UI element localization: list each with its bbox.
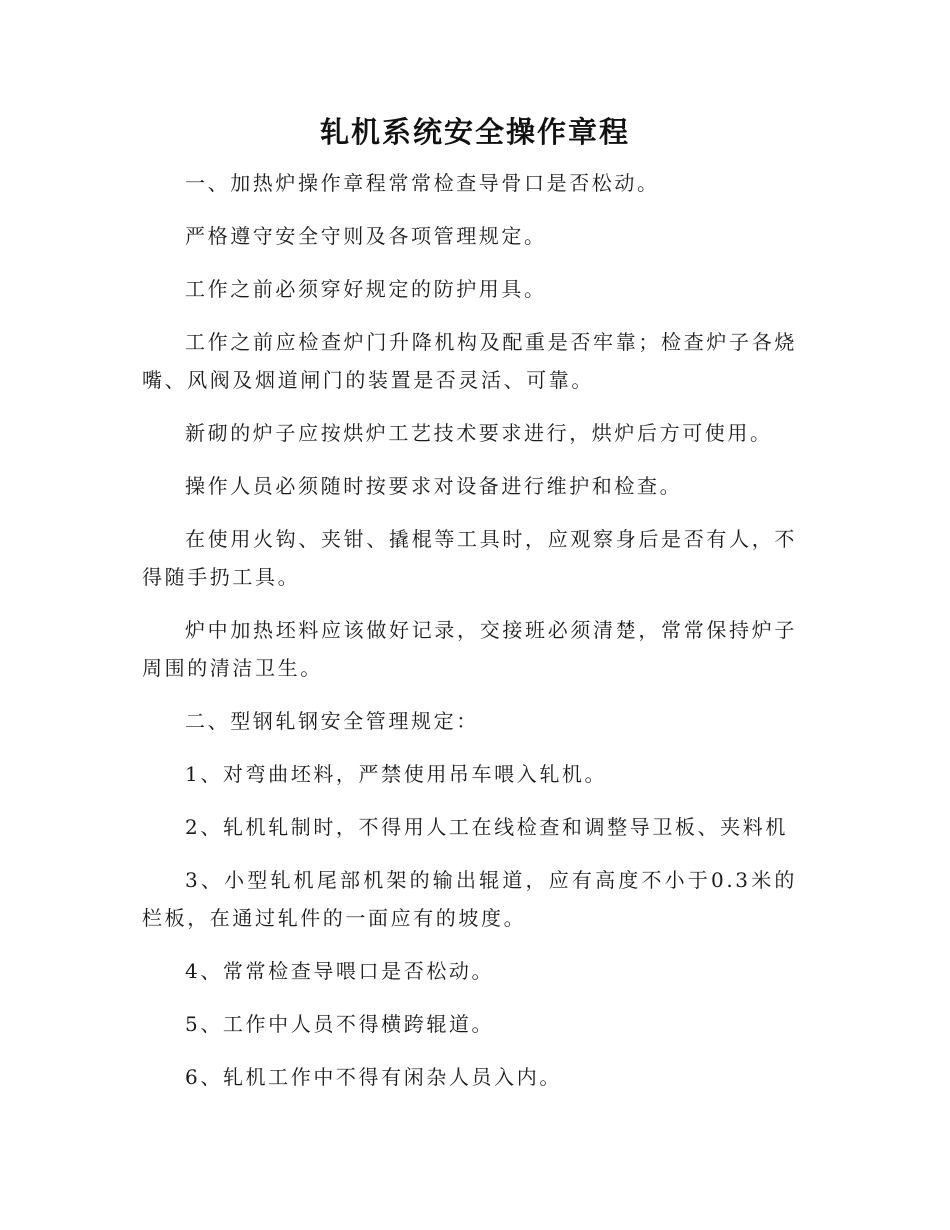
paragraph-rule-5: 5、工作中人员不得横跨辊道。 [185,1012,495,1036]
paragraph-records: 炉中加热坯料应该做好记录，交接班必须清楚，常常保持炉子周围的清洁卫生。 [142,618,797,680]
document-title: 轧机系统安全操作章程 [319,115,630,149]
document-body [142,164,797,1111]
paragraph-maintenance: 操作人员必须随时按要求对设备进行维护和检查。 [185,474,683,498]
paragraph-new-furnace: 新砌的炉子应按烘炉工艺技术要求进行，烘炉后方可使用。 [185,421,773,445]
paragraph-safety-rules: 严格遵守安全守则及各项管理规定。 [185,224,547,248]
paragraph-tool-usage: 在使用火钩、夹钳、撬棍等工具时，应观察身后是否有人，不得随手扔工具。 [142,527,797,589]
paragraph-protective-gear: 工作之前必须穿好规定的防护用具。 [185,277,547,301]
paragraph-rule-6: 6、轧机工作中不得有闲杂人员入内。 [185,1065,562,1089]
paragraph-rule-4: 4、常常检查导喂口是否松动。 [185,959,495,983]
paragraph-rule-2: 2、轧机轧制时，不得用人工在线检查和调整导卫板、夹料机 [185,815,788,839]
paragraph-rule-1: 1、对弯曲坯料，严禁使用吊车喂入轧机。 [185,762,608,786]
paragraph-rule-3: 3、小型轧机尾部机架的输出辊道，应有高度不小于0.3米的栏板，在通过轧件的一面应有的坡度。 [142,868,797,930]
paragraph-heating-furnace-heading: 一、加热炉操作章程常常检查导骨口是否松动。 [185,171,660,195]
paragraph-rolling-heading: 二、型钢轧钢安全管理规定： [185,709,479,733]
paragraph-furnace-door-check: 工作之前应检查炉门升降机构及配重是否牢靠；检查炉子各烧嘴、风阀及烟道闸门的装置是否灵活、可靠。 [142,330,797,392]
